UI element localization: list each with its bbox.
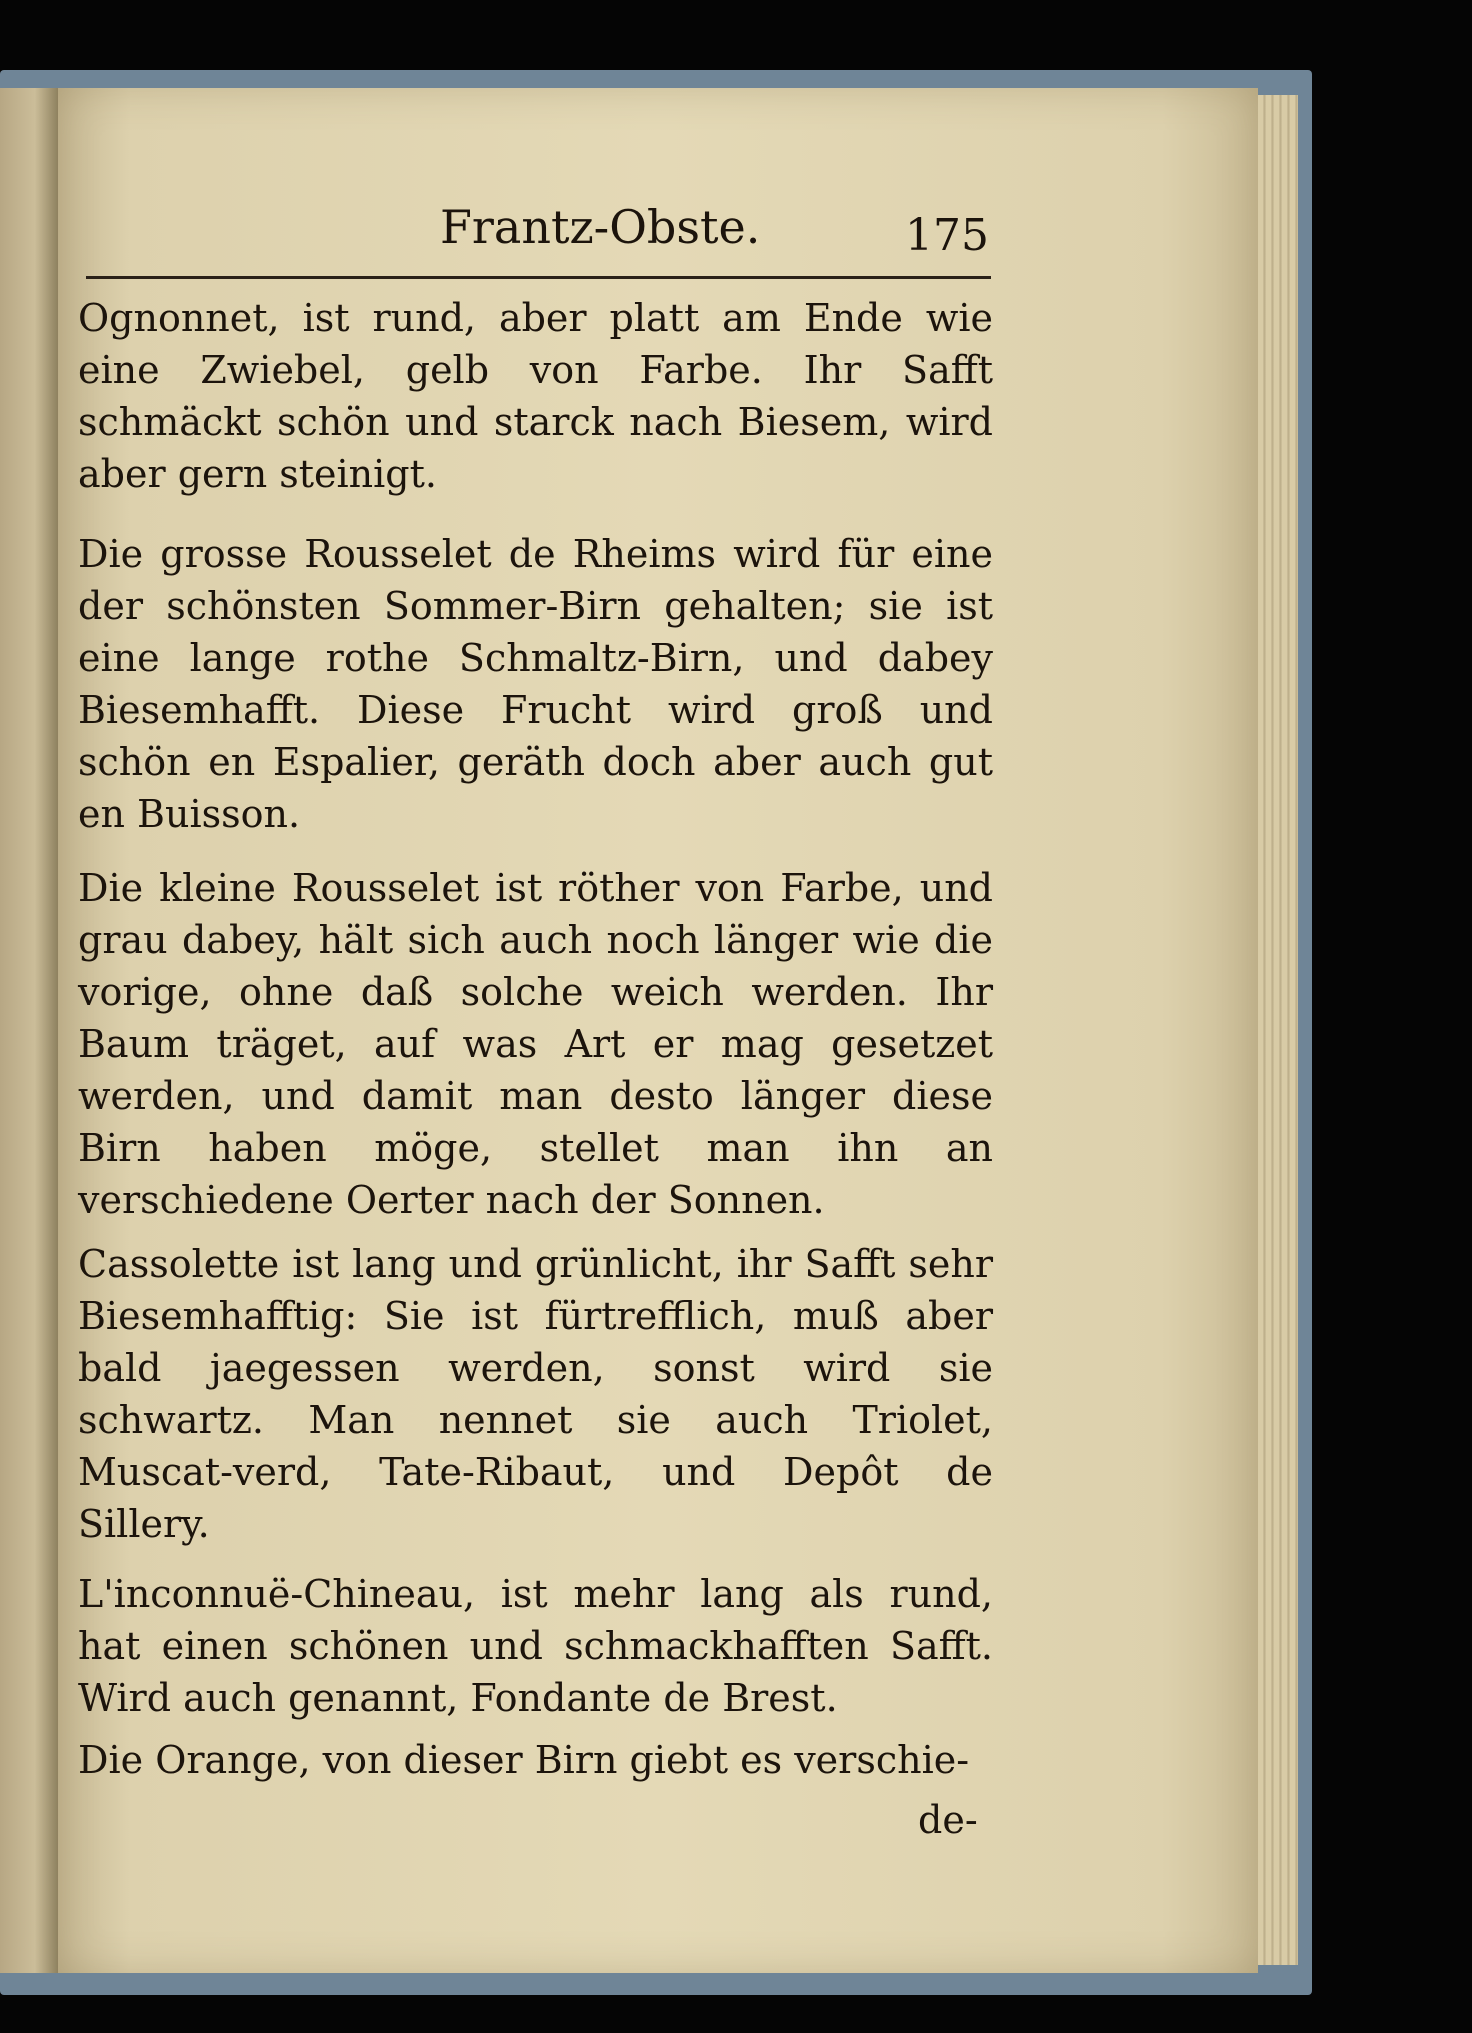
page-number: 175 bbox=[905, 210, 989, 261]
facing-page-edge bbox=[0, 88, 58, 1973]
paragraph-cassolette: Cassolette ist lang und grünlicht, ihr Safft sehr Biesemhafftig: Sie ist fürtrefflich, muß aber bald jaegessen werden, sonst wird sie schwartz. Man nennet sie auch Triolet, Muscat-verd, Tate-Ribaut, und Depôt de Sillery. bbox=[78, 1242, 993, 1546]
paragraph-inconnue-chineau: L'inconnuë-Chineau, ist mehr lang als rund, hat einen schönen und schmackhafften Safft. Wird auch genannt, Fondante de Brest. bbox=[78, 1572, 993, 1720]
running-head-title: Frantz-Obste. bbox=[440, 200, 761, 254]
paragraph-ognonnet: Ognonnet, ist rund, aber platt am Ende wie eine Zwiebel, gelb von Farbe. Ihr Safft schmäckt schön und starck nach Biesem, wird aber gern steinigt. bbox=[78, 296, 993, 496]
paragraph-grosse-rousselet: Die grosse Rousselet de Rheims wird für eine der schönsten Sommer-Birn gehalten; sie ist eine lange rothe Schmaltz-Birn, und dabey Biesemhafft. Diese Frucht wird groß und schön en Espalier, geräth doch aber auch gut en Buisson. bbox=[78, 532, 993, 836]
header-rule bbox=[86, 276, 991, 279]
paragraph-kleine-rousselet: Die kleine Rousselet ist röther von Farbe, und grau dabey, hält sich auch noch länger wie die vorige, ohne daß solche weich werden. Ihr Baum träget, auf was Art er mag gesetzet werden, und damit man desto länger diese Birn haben möge, stellet man ihn an verschiedene Oerter nach der Sonnen. bbox=[78, 866, 993, 1222]
paragraph-orange: Die Orange, von dieser Birn giebt es verschie- bbox=[78, 1738, 970, 1782]
catchword: de- bbox=[918, 1798, 978, 1842]
page-stack-edges bbox=[1258, 95, 1298, 1965]
